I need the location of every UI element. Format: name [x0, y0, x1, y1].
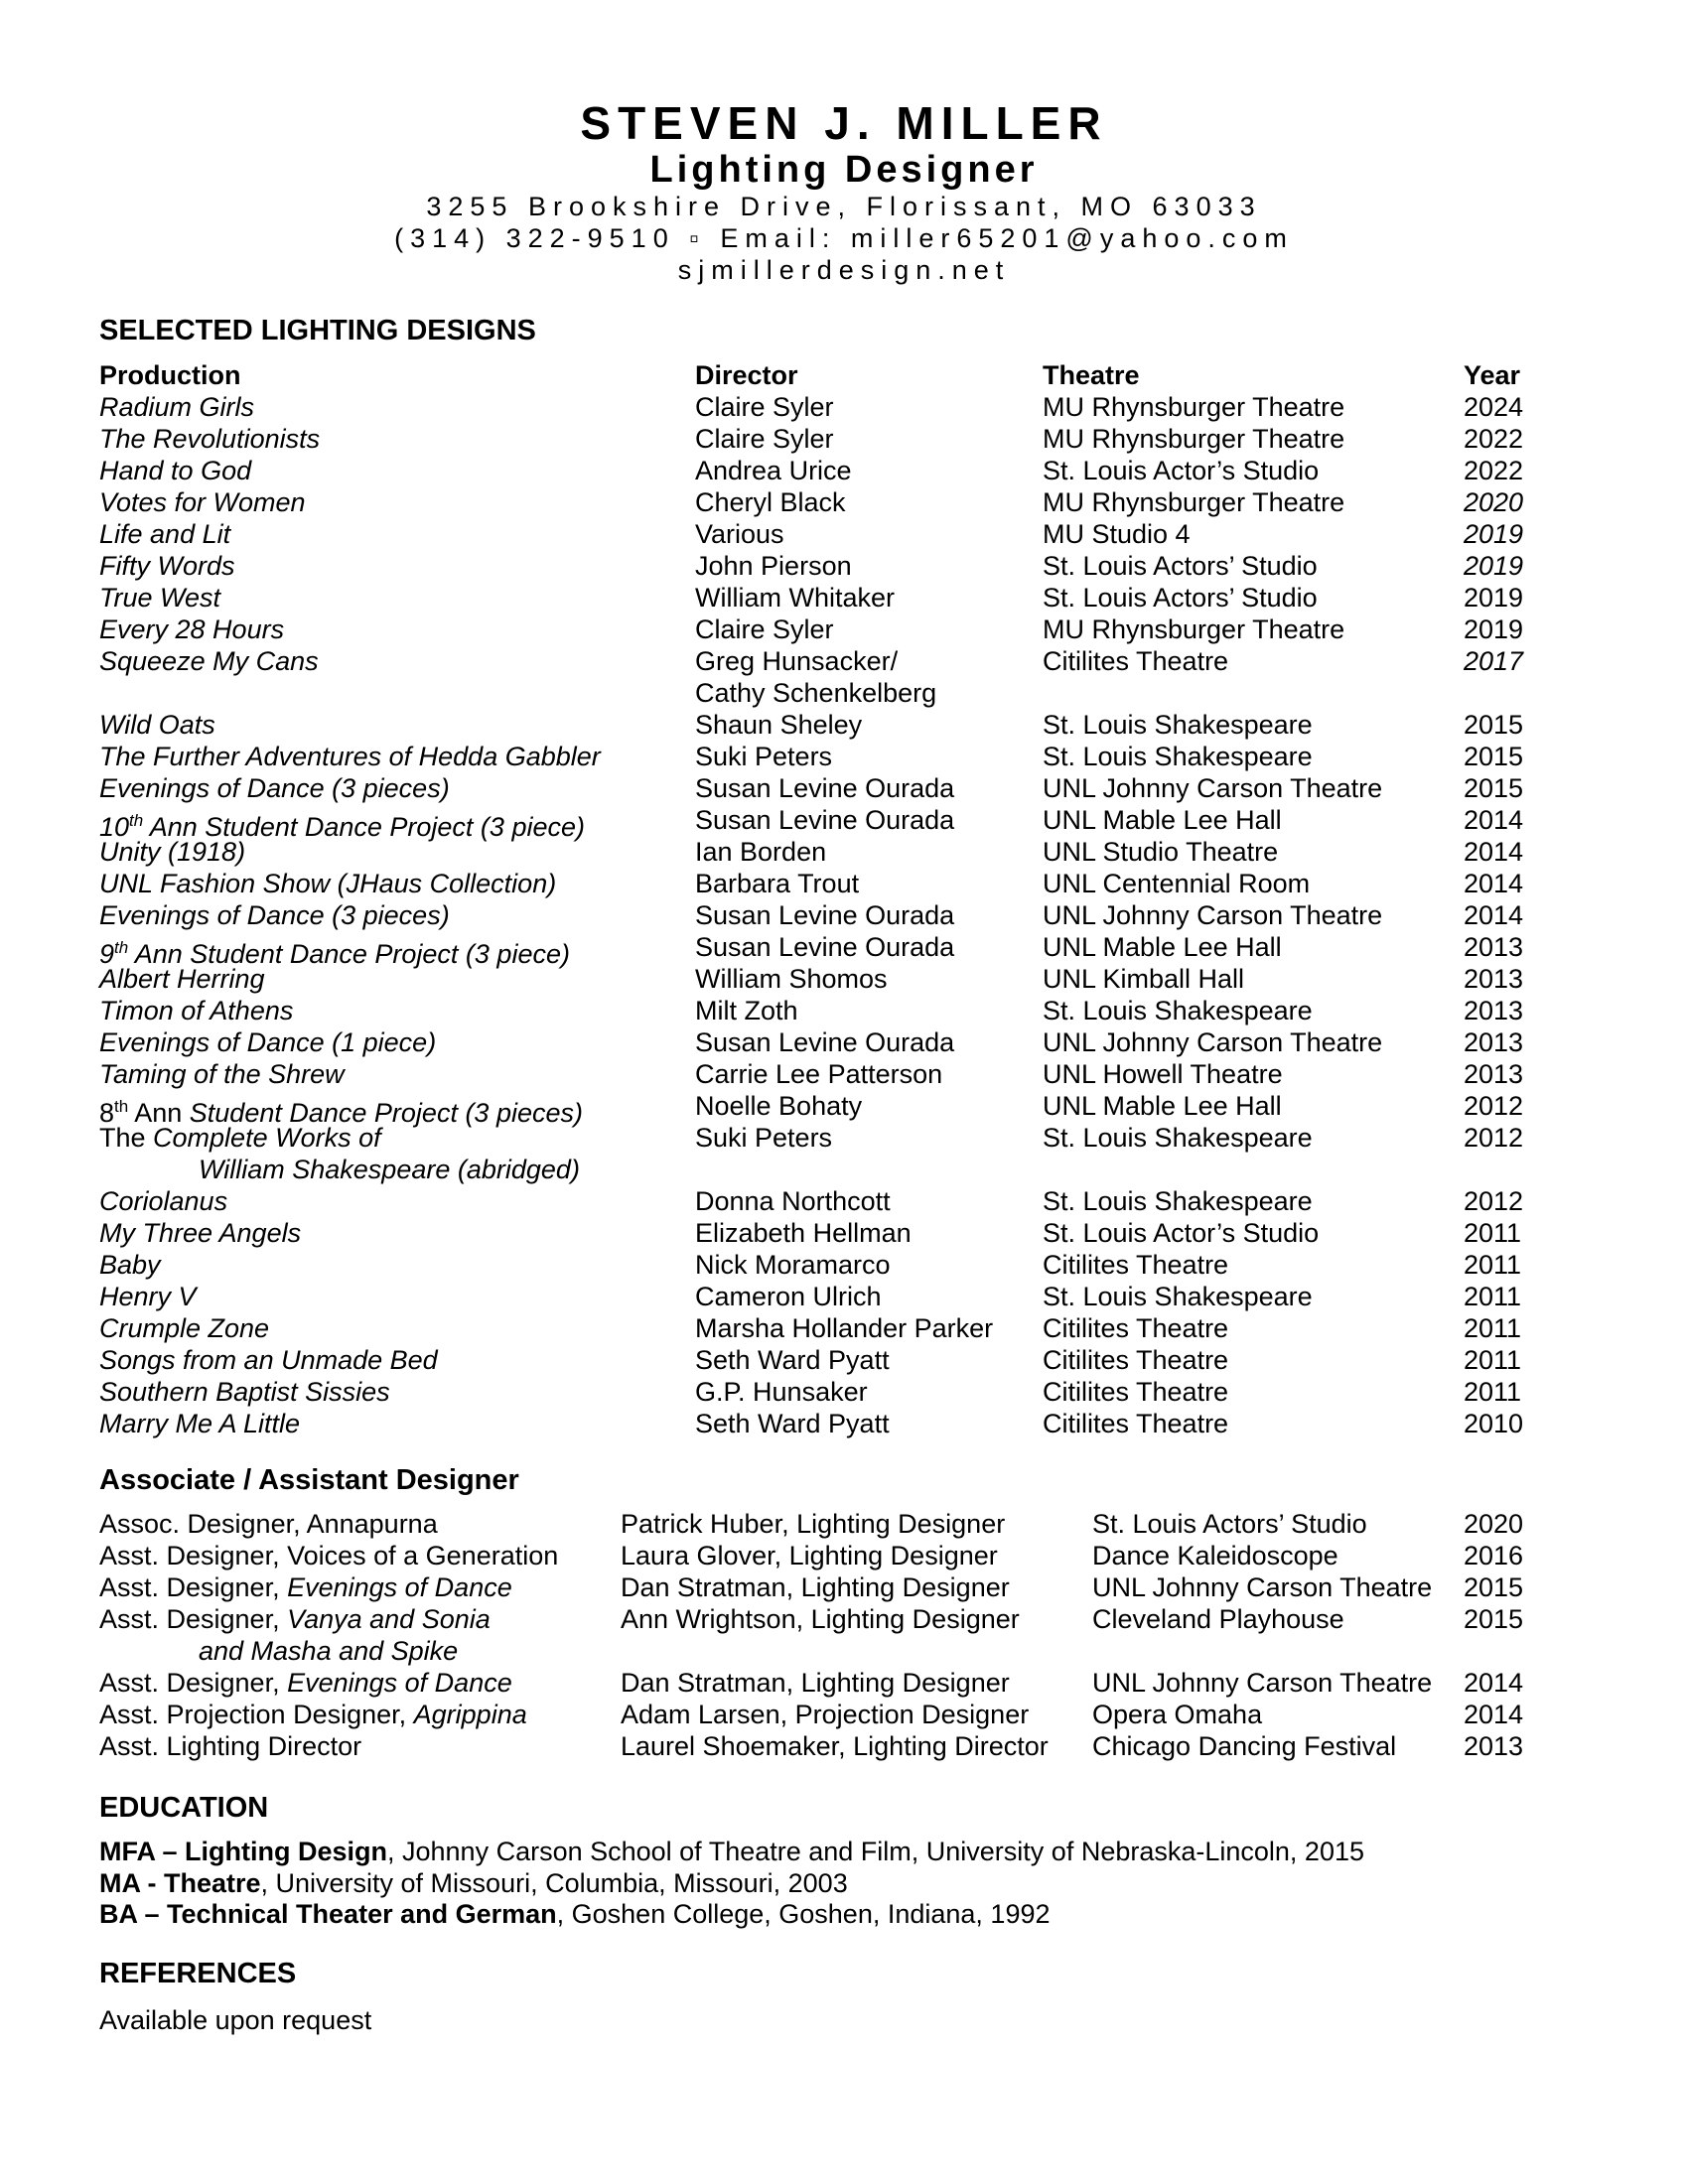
production-title: Henry V — [99, 1282, 197, 1311]
role-cell — [99, 1731, 361, 1763]
theatre-cell: St. Louis Shakespeare — [1043, 710, 1313, 740]
design-row — [99, 487, 1539, 519]
designer-cell: Adam Larsen, Projection Designer — [621, 1700, 1030, 1729]
degree-detail: , Goshen College, Goshen, Indiana, 1992 — [556, 1899, 1051, 1929]
role-cell — [99, 1700, 527, 1731]
director-cell: Seth Ward Pyatt — [695, 1345, 890, 1375]
theatre-cell: MU Rhynsburger Theatre — [1043, 487, 1345, 517]
venue-cell: Dance Kaleidoscope — [1092, 1541, 1338, 1570]
role-production: Vanya and Sonia — [287, 1604, 491, 1634]
design-row — [99, 1282, 1539, 1313]
production-title: The Further Adventures of Hedda Gabbler — [99, 742, 601, 771]
design-row — [99, 1186, 1539, 1218]
role-production: Evenings of Dance — [287, 1668, 512, 1698]
production-cell — [99, 837, 245, 869]
year-cell: 2013 — [1464, 1027, 1524, 1057]
role-text: Assoc. Designer, Annapurna — [99, 1509, 438, 1539]
design-row — [99, 1345, 1539, 1377]
director-cell: Seth Ward Pyatt — [695, 1409, 890, 1438]
production-title: Life and Lit — [99, 519, 231, 549]
production-cell — [99, 456, 251, 487]
production-cell — [99, 1186, 227, 1218]
production-cell — [99, 869, 556, 900]
production-title-line2: William Shakespeare (abridged) — [199, 1155, 580, 1184]
role-production-line2: and Masha and Spike — [199, 1636, 459, 1666]
design-row — [99, 1250, 1539, 1282]
production-cell — [99, 1059, 345, 1091]
production-title: Marry Me A Little — [99, 1409, 301, 1438]
production-title: Taming of the Shrew — [99, 1059, 345, 1089]
degree-detail: , Johnny Carson School of Theatre and Film, University of Nebraska-Lincoln, 2015 — [387, 1837, 1364, 1866]
role-text: Asst. Lighting Director — [99, 1731, 362, 1761]
production-title: Crumple Zone — [99, 1313, 270, 1343]
theatre-cell: St. Louis Actors’ Studio — [1043, 583, 1318, 613]
associate-heading: Associate / Assistant Designer — [99, 1464, 519, 1496]
theatre-cell: Citilites Theatre — [1043, 1250, 1229, 1280]
theatre-cell: UNL Johnny Carson Theatre — [1043, 1027, 1383, 1057]
year-cell: 2024 — [1464, 392, 1524, 422]
email-link[interactable]: miller65201@yahoo.com — [850, 223, 1294, 253]
production-cell — [99, 900, 450, 932]
year-cell: 2011 — [1464, 1218, 1522, 1248]
production-title: My Three Angels — [99, 1218, 302, 1248]
designer-cell: Dan Stratman, Lighting Designer — [621, 1572, 1010, 1602]
production-title: UNL Fashion Show (JHaus Collection) — [99, 869, 557, 898]
year-cell: 2011 — [1464, 1282, 1522, 1311]
director-cell: Claire Syler — [695, 392, 834, 422]
production-title: Albert Herring — [99, 964, 265, 994]
theatre-cell: UNL Mable Lee Hall — [1043, 805, 1282, 835]
ordinal-suffix: th — [114, 1097, 129, 1116]
production-cell — [99, 583, 220, 614]
year-cell: 2014 — [1464, 1668, 1524, 1698]
design-row — [99, 614, 1539, 646]
production-prefix: The — [99, 1123, 154, 1153]
director-cell: Barbara Trout — [695, 869, 860, 898]
theatre-cell: St. Louis Actor’s Studio — [1043, 456, 1320, 485]
designs-header-row — [99, 360, 1539, 392]
role-text: Asst. Designer, Voices of a Generation — [99, 1541, 559, 1570]
design-row — [99, 805, 1539, 842]
designer-cell: Patrick Huber, Lighting Designer — [621, 1509, 1006, 1539]
production-title: Ann Student Dance Project (3 piece) — [143, 812, 585, 842]
production-title: Every 28 Hours — [99, 614, 285, 644]
person-title: Lighting Designer — [649, 149, 1039, 191]
production-title: Wild Oats — [99, 710, 215, 740]
theatre-cell: St. Louis Actor’s Studio — [1043, 1218, 1320, 1248]
director-cell: Suki Peters — [695, 1123, 833, 1153]
theatre-cell: UNL Kimball Hall — [1043, 964, 1245, 994]
education-list — [99, 1837, 1364, 1931]
theatre-cell: St. Louis Shakespeare — [1043, 1282, 1313, 1311]
production-cell — [99, 710, 215, 742]
production-title: Coriolanus — [99, 1186, 228, 1216]
director-cell: Susan Levine Ourada — [695, 932, 955, 962]
education-entry — [99, 1868, 1364, 1900]
year-cell: 2012 — [1464, 1123, 1524, 1153]
theatre-cell: UNL Studio Theatre — [1043, 837, 1279, 867]
director-cell: Cameron Ulrich — [695, 1282, 882, 1311]
associate-row — [99, 1604, 1539, 1668]
director-cell: Donna Northcott — [695, 1186, 891, 1216]
director-cell: Suki Peters — [695, 742, 833, 771]
director-cell: Carrie Lee Patterson — [695, 1059, 943, 1089]
production-title: True West — [99, 583, 221, 613]
column-header-theatre: Theatre — [1043, 360, 1140, 390]
production-title: Student Dance Project (3 pieces) — [189, 1098, 583, 1128]
production-cell — [99, 1313, 269, 1345]
design-row — [99, 1409, 1539, 1440]
role-cell — [99, 1668, 512, 1700]
design-row — [99, 1027, 1539, 1059]
design-row — [99, 1377, 1539, 1409]
theatre-cell: Citilites Theatre — [1043, 1409, 1229, 1438]
production-title: Evenings of Dance (3 pieces) — [99, 900, 450, 930]
venue-cell: Cleveland Playhouse — [1092, 1604, 1344, 1634]
director-cell: Susan Levine Ourada — [695, 900, 955, 930]
design-row — [99, 424, 1539, 456]
venue-cell: UNL Johnny Carson Theatre — [1092, 1572, 1433, 1602]
director-cell: Nick Moramarco — [695, 1250, 891, 1280]
column-header-year: Year — [1464, 360, 1521, 390]
director-cell: Noelle Bohaty — [695, 1091, 863, 1121]
design-row — [99, 1218, 1539, 1250]
production-title: Southern Baptist Sissies — [99, 1377, 390, 1407]
theatre-cell: MU Rhynsburger Theatre — [1043, 392, 1345, 422]
director-cell: Claire Syler — [695, 614, 834, 644]
design-row — [99, 837, 1539, 869]
designer-cell: Ann Wrightson, Lighting Designer — [621, 1604, 1020, 1634]
director-cell: Milt Zoth — [695, 996, 798, 1025]
design-row — [99, 456, 1539, 487]
year-cell: 2022 — [1464, 424, 1524, 454]
year-cell: 2022 — [1464, 456, 1524, 485]
year-cell: 2019 — [1464, 614, 1524, 644]
design-row — [99, 932, 1539, 969]
production-cell — [99, 1282, 197, 1313]
director-cell: Ian Borden — [695, 837, 827, 867]
column-header-director: Director — [695, 360, 798, 390]
designs-rows — [99, 392, 1539, 1440]
separator-icon: ▫ — [689, 223, 706, 253]
year-cell: 2019 — [1464, 551, 1524, 581]
theatre-cell: Citilites Theatre — [1043, 1345, 1229, 1375]
director-cell: Andrea Urice — [695, 456, 852, 485]
year-cell: 2015 — [1464, 1572, 1524, 1602]
associate-row — [99, 1541, 1539, 1572]
year-cell: 2012 — [1464, 1186, 1524, 1216]
design-row — [99, 900, 1539, 932]
designs-table — [99, 360, 1539, 1440]
ordinal-suffix: th — [129, 811, 144, 830]
theatre-cell: UNL Mable Lee Hall — [1043, 1091, 1282, 1121]
theatre-cell: Citilites Theatre — [1043, 646, 1229, 676]
production-cell — [99, 964, 265, 996]
production-title: Hand to God — [99, 456, 252, 485]
role-text: Asst. Designer, — [99, 1572, 288, 1602]
director-cell: Susan Levine Ourada — [695, 1027, 955, 1057]
role-cell — [99, 1572, 512, 1604]
role-cell — [99, 1509, 438, 1541]
director-cell: Greg Hunsacker/ — [695, 646, 899, 676]
director-cell-line2: Cathy Schenkelberg — [695, 678, 937, 708]
design-row — [99, 1091, 1539, 1128]
design-row — [99, 869, 1539, 900]
references-text: Available upon request — [99, 2005, 372, 2035]
production-cell — [99, 1409, 300, 1440]
theatre-cell: UNL Centennial Room — [1043, 869, 1311, 898]
director-cell: Marsha Hollander Parker — [695, 1313, 994, 1343]
degree: MFA – Lighting Design — [99, 1837, 387, 1866]
year-cell: 2013 — [1464, 996, 1524, 1025]
role-production: Evenings of Dance — [287, 1572, 512, 1602]
designer-cell: Laura Glover, Lighting Designer — [621, 1541, 998, 1570]
director-cell: Susan Levine Ourada — [695, 773, 955, 803]
degree-detail: , University of Missouri, Columbia, Missouri, 2003 — [260, 1867, 848, 1898]
year-cell: 2011 — [1464, 1250, 1522, 1280]
production-cell — [99, 487, 306, 519]
year-cell: 2013 — [1464, 1731, 1524, 1761]
production-title: Unity (1918) — [99, 837, 246, 867]
production-title: Timon of Athens — [99, 996, 294, 1025]
year-cell: 2014 — [1464, 869, 1524, 898]
design-row — [99, 646, 1539, 710]
year-cell: 2015 — [1464, 742, 1524, 771]
production-cell — [99, 1377, 390, 1409]
design-row — [99, 1313, 1539, 1345]
venue-cell: UNL Johnny Carson Theatre — [1092, 1668, 1433, 1698]
director-cell: John Pierson — [695, 551, 852, 581]
design-row — [99, 964, 1539, 996]
year-cell: 2016 — [1464, 1541, 1524, 1570]
production-cell — [99, 519, 230, 551]
degree: BA – Technical Theater and German — [99, 1899, 557, 1929]
associate-row — [99, 1731, 1539, 1763]
year-cell: 2014 — [1464, 805, 1524, 835]
associate-table — [99, 1509, 1539, 1763]
director-cell: Cheryl Black — [695, 487, 846, 517]
director-cell: Susan Levine Ourada — [695, 805, 955, 835]
production-title: Baby — [99, 1250, 161, 1280]
design-row — [99, 773, 1539, 805]
column-header-production: Production — [99, 360, 241, 390]
year-cell: 2015 — [1464, 773, 1524, 803]
role-production: Agrippina — [413, 1700, 527, 1729]
production-title: Evenings of Dance (1 piece) — [99, 1027, 437, 1057]
production-cell — [99, 1027, 436, 1059]
theatre-cell: St. Louis Shakespeare — [1043, 996, 1313, 1025]
year-cell: 2014 — [1464, 837, 1524, 867]
design-row — [99, 996, 1539, 1027]
production-cell — [99, 742, 601, 773]
venue-cell: Opera Omaha — [1092, 1700, 1263, 1729]
production-title: Evenings of Dance (3 pieces) — [99, 773, 450, 803]
designer-cell: Laurel Shoemaker, Lighting Director — [621, 1731, 1049, 1761]
design-row — [99, 1123, 1539, 1186]
year-cell: 2019 — [1464, 583, 1524, 613]
contact-line — [0, 222, 1688, 254]
year-cell: 2011 — [1464, 1345, 1522, 1375]
director-cell: G.P. Hunsaker — [695, 1377, 868, 1407]
year-cell: 2020 — [1464, 1509, 1524, 1539]
production-title: Squeeze My Cans — [99, 646, 319, 676]
associate-row — [99, 1700, 1539, 1731]
production-cell — [99, 424, 320, 456]
production-cell — [99, 996, 293, 1027]
production-number: 8 — [99, 1098, 115, 1128]
theatre-cell: UNL Mable Lee Hall — [1043, 932, 1282, 962]
director-cell: Elizabeth Hellman — [695, 1218, 912, 1248]
theatre-cell: UNL Johnny Carson Theatre — [1043, 773, 1383, 803]
year-cell: 2015 — [1464, 710, 1524, 740]
venue-cell: St. Louis Actors’ Studio — [1092, 1509, 1367, 1539]
production-number: 9 — [99, 939, 115, 969]
production-title: Complete Works of — [153, 1123, 381, 1153]
design-row — [99, 710, 1539, 742]
theatre-cell: Citilites Theatre — [1043, 1377, 1229, 1407]
production-title: Votes for Women — [99, 487, 306, 517]
role-text: Asst. Projection Designer, — [99, 1700, 414, 1729]
address: 3255 Brookshire Drive, Florissant, MO 63033 — [426, 192, 1262, 221]
director-cell: Shaun Sheley — [695, 710, 863, 740]
production-title: Ann Student Dance Project (3 piece) — [128, 939, 570, 969]
year-cell: 2014 — [1464, 900, 1524, 930]
production-cell — [99, 551, 235, 583]
designer-cell: Dan Stratman, Lighting Designer — [621, 1668, 1010, 1698]
theatre-cell: UNL Howell Theatre — [1043, 1059, 1283, 1089]
production-number: 10 — [99, 812, 130, 842]
ordinal-suffix: th — [114, 938, 129, 957]
production-cell — [99, 392, 254, 424]
director-cell: Claire Syler — [695, 424, 834, 454]
associate-row — [99, 1572, 1539, 1604]
theatre-cell: Citilites Theatre — [1043, 1313, 1229, 1343]
theatre-cell: MU Rhynsburger Theatre — [1043, 424, 1345, 454]
director-cell: William Shomos — [695, 964, 888, 994]
education-heading: EDUCATION — [99, 1792, 269, 1824]
production-title: Radium Girls — [99, 392, 255, 422]
production-title: Songs from an Unmade Bed — [99, 1345, 438, 1375]
role-cell — [99, 1604, 491, 1636]
theatre-cell: MU Rhynsburger Theatre — [1043, 614, 1345, 644]
year-cell: 2013 — [1464, 932, 1524, 962]
role-text: Asst. Designer, — [99, 1604, 288, 1634]
year-cell: 2013 — [1464, 964, 1524, 994]
associate-row — [99, 1509, 1539, 1541]
year-cell: 2014 — [1464, 1700, 1524, 1729]
phone: (314) 322-9510 — [394, 223, 675, 253]
production-cell — [99, 1345, 438, 1377]
theatre-cell: St. Louis Shakespeare — [1043, 1186, 1313, 1216]
year-cell: 2020 — [1464, 487, 1524, 517]
production-prefix: Ann — [128, 1098, 190, 1128]
production-cell — [99, 1123, 381, 1155]
year-cell: 2010 — [1464, 1409, 1524, 1438]
venue-cell: Chicago Dancing Festival — [1092, 1731, 1397, 1761]
education-entry — [99, 1899, 1364, 1931]
theatre-cell: UNL Johnny Carson Theatre — [1043, 900, 1383, 930]
production-cell — [99, 773, 450, 805]
email-label: Email: — [720, 223, 837, 253]
design-row — [99, 392, 1539, 424]
theatre-cell: St. Louis Actors’ Studio — [1043, 551, 1318, 581]
person-name: STEVEN J. MILLER — [580, 97, 1108, 149]
role-text: Asst. Designer, — [99, 1668, 288, 1698]
design-row — [99, 583, 1539, 614]
year-cell: 2012 — [1464, 1091, 1524, 1121]
associate-row — [99, 1668, 1539, 1700]
year-cell: 2015 — [1464, 1604, 1524, 1634]
year-cell: 2011 — [1464, 1377, 1522, 1407]
production-title: Fifty Words — [99, 551, 235, 581]
director-cell: Various — [695, 519, 784, 549]
designs-heading: SELECTED LIGHTING DESIGNS — [99, 315, 536, 346]
education-entry — [99, 1837, 1364, 1868]
year-cell: 2013 — [1464, 1059, 1524, 1089]
production-cell — [99, 614, 284, 646]
resume-header — [0, 97, 1688, 286]
design-row — [99, 1059, 1539, 1091]
design-row — [99, 742, 1539, 773]
year-cell: 2011 — [1464, 1313, 1522, 1343]
degree: MA - Theatre — [99, 1867, 261, 1898]
website-link[interactable]: sjmillerdesign.net — [677, 255, 1011, 285]
design-row — [99, 519, 1539, 551]
director-cell: William Whitaker — [695, 583, 896, 613]
role-cell — [99, 1541, 558, 1572]
references-heading: REFERENCES — [99, 1958, 297, 1989]
theatre-cell: St. Louis Shakespeare — [1043, 742, 1313, 771]
production-title: The Revolutionists — [99, 424, 321, 454]
year-cell: 2017 — [1464, 646, 1524, 676]
theatre-cell: St. Louis Shakespeare — [1043, 1123, 1313, 1153]
year-cell: 2019 — [1464, 519, 1524, 549]
theatre-cell: MU Studio 4 — [1043, 519, 1191, 549]
production-cell — [99, 646, 319, 678]
production-cell — [99, 1218, 301, 1250]
design-row — [99, 551, 1539, 583]
production-cell — [99, 1250, 161, 1282]
